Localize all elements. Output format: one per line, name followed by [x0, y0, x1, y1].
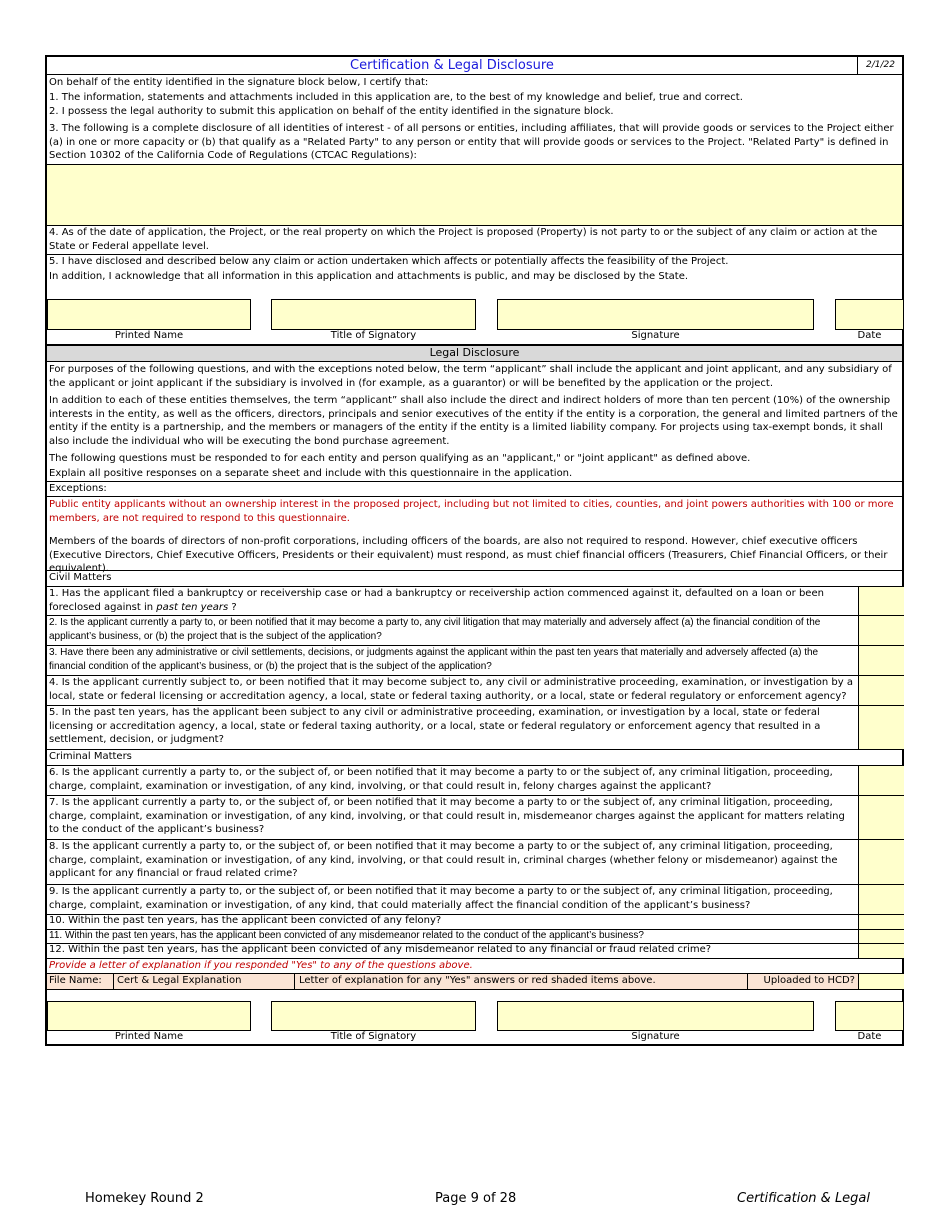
date-label: Date [857, 330, 882, 341]
board-members-exception: Members of the boards of directors of non-profit corporations, including officers of the boards, are also not required to respond. However, chief executive officers (Executive Directors, Chief Executive Officers, Presidents or their equivalent) must respond, as must chief financial officers (Treasurers, Chief Financial Officers, or their equivalent). [49, 536, 888, 574]
cert-acknowledgement: In addition, I acknowledge that all information in this application and attachments is public, and may be disclosed by the State. [49, 271, 689, 282]
answer-12-field[interactable] [858, 944, 904, 958]
q1-emphasis: past ten years [156, 601, 229, 613]
printed-name-label-2: Printed Name [114, 1031, 184, 1042]
question-10: 10. Within the past ten years, has the applicant been convicted of any felony? [49, 915, 442, 926]
date-field-2[interactable] [835, 1001, 904, 1031]
answer-5-field[interactable] [858, 706, 904, 749]
uploaded-to-hcd-field[interactable] [858, 974, 904, 989]
public-entity-exception: Public entity applicants without an ownership interest in the proposed project, including but not limited to cities, counties, and joint powers authorities with 100 or more members, are not required to respond to this questionnaire. [49, 499, 894, 524]
certification-form [45, 55, 904, 1046]
answer-10-field[interactable] [858, 915, 904, 929]
question-2: 2. Is the applicant currently a party to, or been notified that it may become a party to, any civil litigation that may materially and adversely affect (a) the financial condition of the applicant’s business, or (b) the project that is the subject of the application? [49, 617, 821, 642]
title-of-signatory-label: Title of Signatory [330, 330, 417, 341]
signature-field[interactable] [497, 299, 814, 330]
letter-of-explanation-note: Provide a letter of explanation if you responded "Yes" to any of the questions above. [49, 960, 473, 971]
printed-name-field-2[interactable] [47, 1001, 251, 1031]
file-name-value: Cert & Legal Explanation [113, 974, 295, 989]
divider [47, 989, 902, 990]
file-name-label: File Name: [49, 975, 102, 986]
civil-matters-heading: Civil Matters [49, 572, 112, 583]
divider [47, 496, 902, 497]
legal-disclosure-heading: Legal Disclosure [47, 346, 902, 361]
applicant-definition: For purposes of the following questions, and with the exceptions noted below, the term “applicant” shall include the applicant and joint applicant, and any subsidiary of the applicant or joint applicant if the subsidiary is involved in (for example, as a guarantor) or will be benefited by the application or the project. [49, 364, 892, 389]
version-date: 2/1/22 [857, 57, 904, 75]
response-instruction: The following questions must be responded to for each entity and person qualifying as an "applicant," or "joint applicant" as defined above. [49, 453, 751, 464]
criminal-matters-heading: Criminal Matters [49, 751, 132, 762]
applicant-extended-definition: In addition to each of these entities themselves, the term “applicant” shall also include the direct and indirect holders of more than ten percent (10%) of the ownership interests in the entity, as well as the officers, directors, principals and senior executives of the entity if the entity is a corporation, the general and limited partners of the entity if the entity is a partnership, and the members or managers of the entity if the entity is a limited liability company. For projects using tax-exempt bonds, it shall also include the individual who will be executing the bond purchase agreement. [49, 395, 898, 447]
title-of-signatory-field-2[interactable] [271, 1001, 476, 1031]
answer-7-field[interactable] [858, 796, 904, 839]
cert-item-4: 4. As of the date of application, the Project, or the real property on which the Project is proposed (Property) is not party to or the subject of any claim or action at the State or Federal appellate level. [49, 227, 878, 252]
date-field[interactable] [835, 299, 904, 330]
uploaded-to-hcd-label: Uploaded to HCD? [747, 974, 858, 989]
answer-3-field[interactable] [858, 646, 904, 675]
question-4: 4. Is the applicant currently subject to, or been notified that it may become subject to, any civil or administrative proceeding, examination, or investigation by a local, state or federal licensing or accreditation agency, a local, state or federal taxing authority, or a local, state or federal regulatory or enforcement agency? [49, 677, 853, 702]
identity-of-interest-disclosure-field[interactable] [47, 165, 902, 225]
question-12: 12. Within the past ten years, has the applicant been convicted of any misdemeanor related to any financial or fraud related crime? [49, 944, 712, 955]
answer-9-field[interactable] [858, 885, 904, 914]
answer-4-field[interactable] [858, 676, 904, 705]
title-of-signatory-field[interactable] [271, 299, 476, 330]
question-5: 5. In the past ten years, has the applicant been subject to any civil or administrative proceeding, examination, or investigation by a local, state or federal licensing or accreditation agency, a local, state or federal taxing authority, or a local, state or federal regulatory or enforcement agency that resulted in a settlement, decision, or judgment? [49, 707, 821, 745]
answer-8-field[interactable] [858, 840, 904, 884]
cert-item-2: 2. I possess the legal authority to submit this application on behalf of the entity identified in the signature block. [49, 106, 614, 117]
signature-label: Signature [631, 330, 680, 341]
title-of-signatory-label-2: Title of Signatory [330, 1031, 417, 1042]
question-11: 11. Within the past ten years, has the applicant been convicted of any misdemeanor related to the conduct of the applicant’s business? [49, 930, 644, 941]
date-label-2: Date [857, 1031, 882, 1042]
signature-field-2[interactable] [497, 1001, 814, 1031]
divider [47, 361, 902, 362]
question-6: 6. Is the applicant currently a party to, or the subject of, or been notified that it may become a party to or the subject of, any criminal litigation, proceeding, charge, complaint, examination or investigation, of any kind, involving, or that could result in, felony charges against the applicant? [49, 767, 833, 792]
question-8: 8. Is the applicant currently a party to, or the subject of, or been notified that it may become a party to or the subject of, any criminal litigation, proceeding, charge, complaint, examination or investigation, of any kind, involving, or that could result in, criminal charges (whether felony or misdemeanor) against the applicant for any financial or fraud related crime? [49, 841, 838, 879]
form-title: Certification & Legal Disclosure [350, 58, 554, 73]
printed-name-label: Printed Name [114, 330, 184, 341]
footer-program: Homekey Round 2 [85, 1191, 204, 1206]
question-7: 7. Is the applicant currently a party to, or the subject of, or been notified that it may become a party to or the subject of, any criminal litigation, proceeding, charge, complaint, examination or investigation, of any kind, involving, or that could result in, misdemeanor charges against the applicant for matters relating to the conduct of the applicant’s business? [49, 797, 845, 835]
answer-2-field[interactable] [858, 616, 904, 645]
cert-intro: On behalf of the entity identified in the signature block below, I certify that: [49, 77, 429, 88]
question-3: 3. Have there been any administrative or civil settlements, decisions, or judgments against the applicant within the past ten years that materially and adversely affected (a) the financial condition of the applicant’s business, or (b) the project that is the subject of the application? [49, 647, 819, 672]
file-description: Letter of explanation for any "Yes" answers or red shaded items above. [299, 975, 656, 986]
answer-11-field[interactable] [858, 930, 904, 943]
cert-item-3: 3. The following is a complete disclosure of all identities of interest - of all persons or entities, including affiliates, that will provide goods or services to the Project either (a) in one or more capacity or (b) that qualify as a "Related Party" to any person or entity that will provide goods or services to the Project. "Related Party" is defined in Section 10302 of the California Code of Regulations (CTCAC Regulations): [49, 123, 894, 161]
question-9: 9. Is the applicant currently a party to, or the subject of, or been notified that it may become a party to or the subject of, any criminal litigation, proceeding, charge, complaint, examination or investigation, of any kind, that could materially affect the financial condition of the applicant’s business? [49, 886, 833, 911]
divider [47, 74, 902, 75]
cert-item-1: 1. The information, statements and attachments included in this application are, to the best of my knowledge and belief, true and correct. [49, 92, 743, 103]
printed-name-field[interactable] [47, 299, 251, 330]
answer-6-field[interactable] [858, 766, 904, 795]
footer-page-number: Page 9 of 28 [435, 1191, 517, 1206]
question-1: 1. Has the applicant filed a bankruptcy or receivership case or had a bankruptcy or receivership action commenced against it, defaulted on a loan or been foreclosed against in past ten years ? [49, 588, 824, 613]
explanation-instruction: Explain all positive responses on a separate sheet and include with this questionnaire in the application. [49, 468, 573, 479]
exceptions-label: Exceptions: [49, 483, 107, 494]
footer-section: Certification & Legal [737, 1191, 871, 1206]
cert-item-5: 5. I have disclosed and described below any claim or action undertaken which affects or potentially affects the feasibility of the Project. [49, 256, 729, 267]
signature-label-2: Signature [631, 1031, 680, 1042]
answer-1-field[interactable] [858, 587, 904, 615]
